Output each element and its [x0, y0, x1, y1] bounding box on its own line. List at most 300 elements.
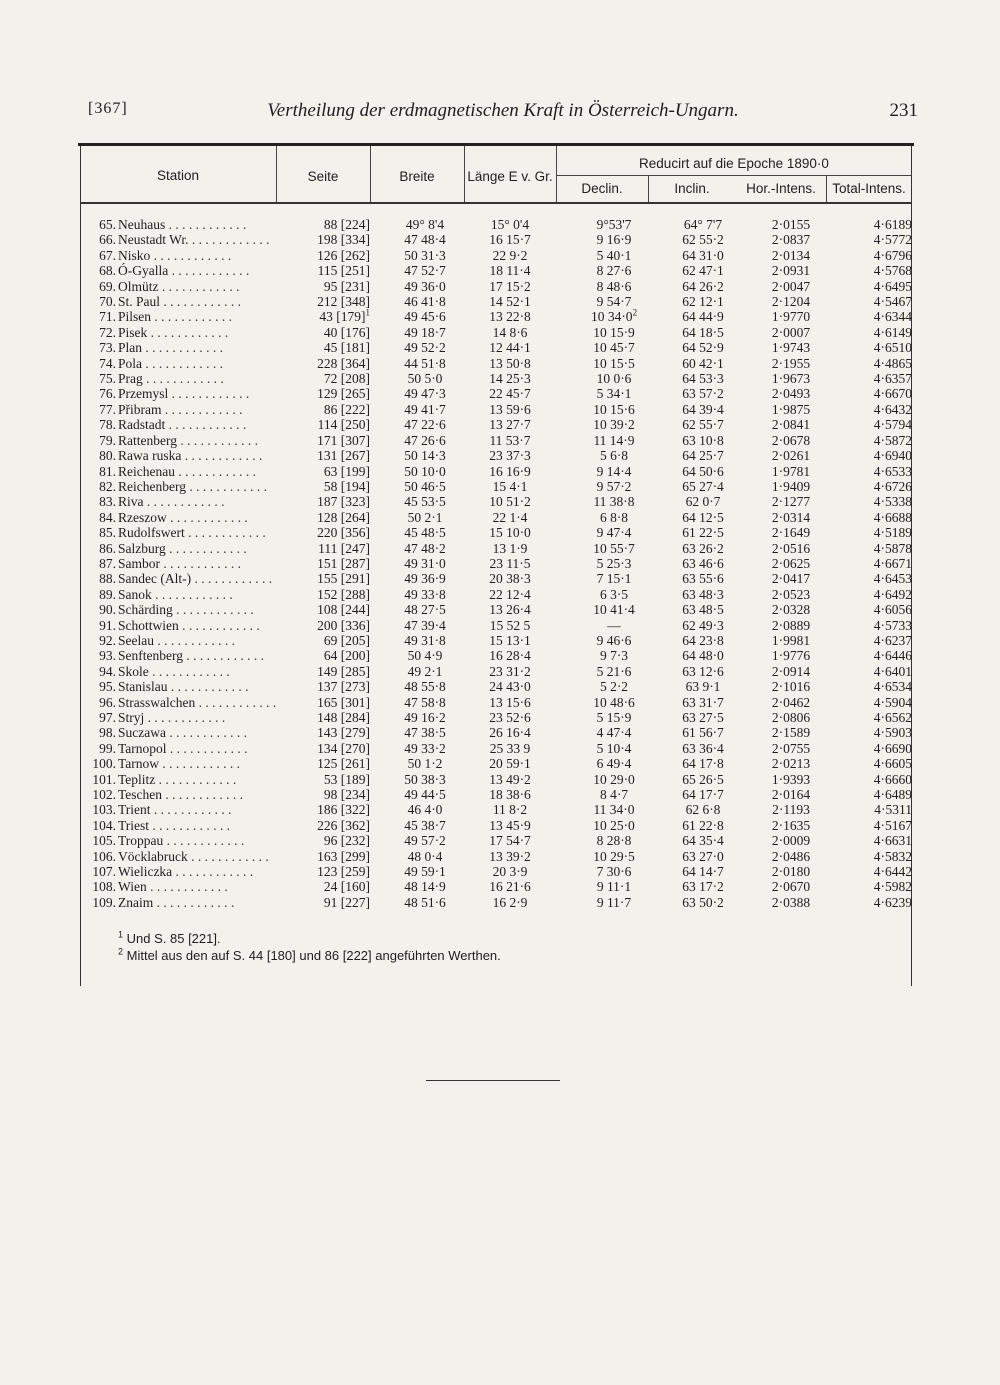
inclin-cell: 64 17·7	[682, 787, 724, 803]
breite-cell: 50 5·0	[407, 371, 443, 387]
total-intens-cell: 4·5878	[873, 540, 912, 556]
hor-intens-cell: 2·0625	[771, 555, 811, 571]
seite-cell: 98 [234]	[323, 787, 370, 803]
leader-dots: . . . . . . . . . . . .	[168, 263, 250, 279]
declin-cell: 9 47·4	[596, 525, 632, 541]
leader-dots: . . . . . . . . . . . .	[172, 864, 254, 880]
leader-dots: . . . . . . . . . . . .	[182, 648, 264, 664]
leader-dots: . . . . . . . . . . . .	[158, 278, 240, 294]
leader-dots: . . . . . . . . . . . .	[142, 371, 224, 387]
inclin-cell: 63 12·6	[682, 663, 724, 679]
breite-cell: 49 33·8	[404, 586, 446, 602]
table-row	[80, 340, 912, 355]
footnote-marker: 2	[632, 307, 638, 318]
declin-cell: 6 49·4	[596, 756, 632, 772]
hor-intens-cell: 2·0914	[771, 663, 811, 679]
station-name: Sanok . . . . . . . . . . . .	[118, 586, 233, 602]
seite-cell: 123 [259]	[317, 864, 370, 880]
seite-cell: 126 [262]	[317, 247, 370, 263]
declin-cell: 9 11·7	[596, 894, 632, 910]
hor-intens-cell: 2·0493	[771, 386, 811, 402]
station-name: Salzburg . . . . . . . . . . . .	[118, 540, 247, 556]
declin-cell: 9 11·1	[596, 879, 632, 895]
breite-cell: 50 10·0	[404, 463, 446, 479]
hor-intens-cell: 1·9673	[771, 371, 811, 387]
seite-cell: 143 [279]	[317, 725, 370, 741]
seite-cell: 69 [205]	[323, 632, 370, 648]
seite-cell: 86 [222]	[323, 401, 370, 417]
col-breite: Breite	[399, 169, 435, 184]
seite-cell: 43 $[179]^1$	[319, 307, 370, 325]
table-row	[80, 710, 912, 725]
row-number: 91.	[99, 617, 116, 633]
leader-dots: . . . . . . . . . . . .	[153, 894, 235, 910]
laenge-cell: 23 11·5	[489, 555, 531, 571]
station-name: Nisko . . . . . . . . . . . .	[118, 247, 232, 263]
row-number: 70.	[99, 294, 116, 310]
seite-cell: 200 [336]	[317, 617, 370, 633]
row-number: 102.	[92, 787, 116, 803]
declin-cell: 5 2·2	[599, 679, 629, 695]
hor-intens-cell: 2·0755	[771, 740, 811, 756]
inclin-cell: 64 26·2	[682, 278, 724, 294]
breite-cell: 47 48·4	[404, 232, 446, 248]
total-intens-cell: 4·6056	[873, 602, 912, 618]
breite-cell: 50 31·3	[404, 247, 446, 263]
total-intens-cell: 4·6344	[873, 309, 912, 325]
total-intens-cell: 4·6453	[873, 571, 912, 587]
inclin-cell: 62 49·3	[682, 617, 724, 633]
row-number: 109.	[92, 894, 116, 910]
seite-cell: 155 [291]	[317, 571, 370, 587]
table-row	[80, 664, 912, 679]
declin-cell: 5 6·8	[599, 448, 629, 464]
total-intens-cell: 4·5872	[873, 432, 912, 448]
total-intens-cell: 4·5338	[873, 494, 912, 510]
laenge-cell: 10 51·2	[489, 494, 531, 510]
station-name: Radstadt . . . . . . . . . . . .	[118, 417, 247, 433]
seite-cell: 63 [199]	[323, 463, 370, 479]
laenge-cell: 16 28·4	[489, 648, 531, 664]
inclin-cell: 63 55·6	[682, 571, 724, 587]
laenge-cell: 24 43·0	[489, 679, 531, 695]
laenge-cell: 11 8·2	[492, 802, 528, 818]
station-name: Suczawa . . . . . . . . . . . .	[118, 725, 247, 741]
inclin-cell: 63 57·2	[682, 386, 724, 402]
declin-cell: 10 25·0	[593, 817, 635, 833]
station-name: Rawa ruska . . . . . . . . . . . .	[118, 448, 263, 464]
leader-dots: . . . . . . . . . . . .	[174, 463, 256, 479]
row-number: 108.	[92, 879, 116, 895]
declin-cell: 9 16·9	[596, 232, 632, 248]
leader-dots: . . . . . . . . . . . .	[185, 478, 267, 494]
declin-cell: 10 0·6	[596, 371, 632, 387]
leader-dots: . . . . . . . . . . . .	[149, 817, 231, 833]
hor-intens-cell: 2·0009	[771, 833, 811, 849]
laenge-cell: 20 3·9	[492, 864, 528, 880]
row-number: 103.	[92, 802, 116, 818]
laenge-cell: 23 31·2	[489, 663, 531, 679]
laenge-cell: 20 59·1	[489, 756, 531, 772]
seite-cell: 96 [232]	[323, 833, 370, 849]
row-number: 94.	[99, 663, 116, 679]
station-name: Seelau . . . . . . . . . . . .	[118, 632, 235, 648]
inclin-cell: 62 47·1	[682, 263, 724, 279]
laenge-cell: 23 37·3	[489, 448, 531, 464]
laenge-cell: 22 45·7	[489, 386, 531, 402]
row-number: 75.	[99, 371, 116, 387]
breite-cell: 49 16·2	[404, 710, 446, 725]
breite-cell: 47 26·6	[404, 432, 446, 448]
breite-cell: 49 2·1	[407, 663, 443, 679]
declin-cell: 7 30·6	[596, 864, 632, 880]
col-divider	[648, 176, 649, 202]
total-intens-cell: 4·6533	[873, 463, 912, 479]
inclin-cell: 63 10·8	[682, 432, 724, 448]
hor-intens-cell: 2·1193	[772, 802, 810, 818]
table-row	[80, 433, 912, 448]
inclin-cell: 63 26·2	[682, 540, 724, 556]
total-intens-cell: 4·5772	[873, 232, 912, 248]
breite-cell: 49 47·3	[404, 386, 446, 402]
col-laenge: Länge E v. Gr.	[467, 169, 553, 184]
seite-cell: 171 [307]	[317, 432, 370, 448]
laenge-cell: 17 54·7	[489, 833, 531, 849]
total-intens-cell: 4·6401	[873, 663, 912, 679]
leader-dots: . . . . . . . . . . . .	[150, 802, 232, 818]
leader-dots: . . . . . . . . . . . .	[188, 232, 270, 248]
leader-dots: . . . . . . . . . . . .	[142, 355, 224, 371]
laenge-cell: 13 15·6	[489, 694, 531, 710]
leader-dots: . . . . . . . . . . . .	[154, 632, 235, 648]
seite-cell: 128 [264]	[317, 509, 370, 525]
inclin-cell: 63 48·3	[682, 586, 724, 602]
row-number: 88.	[99, 571, 116, 587]
col-declin: Declin.	[581, 181, 623, 196]
leader-dots: . . . . . . . . . . . .	[147, 324, 229, 340]
declin-cell: 10 15·9	[593, 324, 635, 340]
hor-intens-cell: 2·0164	[771, 787, 811, 803]
table-row	[80, 618, 912, 633]
laenge-cell: 13 50·8	[489, 355, 531, 371]
seite-cell: 212 [348]	[317, 294, 370, 310]
breite-cell: 49 41·7	[404, 401, 446, 417]
table-row	[80, 849, 912, 864]
total-intens-cell: 4·6149	[873, 324, 912, 340]
breite-cell: 49 33·2	[404, 740, 446, 756]
table-row	[80, 679, 912, 694]
seite-cell: 187 [323]	[317, 494, 370, 510]
inclin-cell: 63 50·2	[682, 894, 724, 910]
breite-cell: 49 18·7	[404, 324, 446, 340]
leader-dots: . . . . . . . . . . . .	[142, 340, 224, 356]
inclin-cell: 64° 7'7	[683, 217, 723, 232]
hor-intens-cell: 2·0806	[771, 710, 811, 725]
declin-cell: 8 48·6	[596, 278, 632, 294]
breite-cell: 45 38·7	[404, 817, 446, 833]
row-number: 99.	[99, 740, 116, 756]
row-number: 74.	[99, 355, 116, 371]
station-name: Trient . . . . . . . . . . . .	[118, 802, 232, 818]
inclin-cell: 63 27·5	[682, 710, 724, 725]
leader-dots: . . . . . . . . . . . .	[178, 617, 260, 633]
station-name: Sambor . . . . . . . . . . . .	[118, 555, 241, 571]
laenge-cell: 22 9·2	[492, 247, 528, 263]
total-intens-cell: 4·6660	[873, 771, 912, 787]
hor-intens-cell: 2·0462	[771, 694, 811, 710]
breite-cell: 47 58·8	[404, 694, 446, 710]
table-row	[80, 309, 912, 324]
seite-cell: 228 [364]	[317, 355, 370, 371]
station-name: Senftenberg . . . . . . . . . . . .	[118, 648, 264, 664]
table-row	[80, 448, 912, 463]
declin-cell: —	[607, 617, 621, 633]
station-name: Rudolfswert . . . . . . . . . . . .	[118, 525, 266, 541]
seite-cell: 198 [334]	[317, 232, 370, 248]
hor-intens-cell: 2·0388	[771, 894, 811, 910]
laenge-cell: 13 26·4	[489, 602, 531, 618]
breite-cell: 45 48·5	[404, 525, 446, 541]
hor-intens-cell: 2·0134	[771, 247, 811, 263]
total-intens-cell: 4·6446	[873, 648, 912, 664]
declin-cell: 5 40·1	[596, 247, 632, 263]
station-name: Prag . . . . . . . . . . . .	[118, 371, 224, 387]
station-name: Tarnow . . . . . . . . . . . .	[118, 756, 241, 772]
leader-dots: . . . . . . . . . . . .	[184, 525, 266, 541]
seite-cell: 95 [231]	[323, 278, 370, 294]
breite-cell: 49° 8'4	[405, 217, 445, 232]
laenge-cell: 26 16·4	[489, 725, 531, 741]
declin-cell: 10 39·2	[593, 417, 635, 433]
leader-dots: . . . . . . . . . . . .	[146, 879, 228, 895]
breite-cell: 49 36·0	[404, 278, 446, 294]
station-name: Przemysl . . . . . . . . . . . .	[118, 386, 250, 402]
total-intens-cell: 4·6495	[873, 278, 912, 294]
seite-cell: 115 [251]	[317, 263, 370, 279]
table-row	[80, 864, 912, 879]
station-name: Neuhaus . . . . . . . . . . . .	[118, 217, 247, 232]
total-intens-cell: 4·6671	[873, 555, 912, 571]
inclin-cell: 63 48·5	[682, 602, 724, 618]
total-intens-cell: 4·5733	[873, 617, 912, 633]
page-reference: [367]	[88, 100, 128, 117]
table-row	[80, 417, 912, 432]
row-number: 84.	[99, 509, 116, 525]
row-number: 69.	[99, 278, 116, 294]
table-row	[80, 725, 912, 740]
table-row	[80, 833, 912, 848]
station-name: Skole . . . . . . . . . . . .	[118, 663, 230, 679]
laenge-cell: 14 25·3	[489, 371, 531, 387]
laenge-cell: 23 52·6	[489, 710, 531, 725]
station-name: Přibram . . . . . . . . . . . .	[118, 401, 243, 417]
total-intens-cell: 4·6239	[873, 894, 912, 910]
row-number: 79.	[99, 432, 116, 448]
table-row	[80, 479, 912, 494]
hor-intens-cell: 2·0837	[771, 232, 811, 248]
station-name: Reichenberg . . . . . . . . . . . .	[118, 478, 267, 494]
laenge-cell: 13 59·6	[489, 401, 531, 417]
page-title: Vertheilung der erdmagnetischen Kraft in Österreich-Ungarn.	[267, 100, 739, 121]
inclin-cell: 64 52·9	[682, 340, 724, 356]
leader-dots: . . . . . . . . . . . .	[165, 725, 247, 741]
inclin-cell: 61 56·7	[682, 725, 724, 741]
seite-cell: 58 [194]	[323, 478, 370, 494]
footnote-1: $^1$ Und S. 85 [221].	[118, 929, 221, 946]
hor-intens-cell: 2·0889	[771, 617, 811, 633]
leader-dots: . . . . . . . . . . . .	[168, 386, 250, 402]
total-intens-cell: 4·5982	[873, 879, 912, 895]
row-number: 81.	[99, 463, 116, 479]
table-row	[80, 371, 912, 386]
row-number: 85.	[99, 525, 116, 541]
table-row	[80, 587, 912, 602]
breite-cell: 48 14·9	[404, 879, 446, 895]
declin-cell: 4 47·4	[596, 725, 632, 741]
seite-cell: 24 [160]	[323, 879, 370, 895]
total-intens-cell: 4·5904	[873, 694, 912, 710]
total-intens-cell: 4·6796	[873, 247, 912, 263]
total-intens-cell: 4·6688	[873, 509, 912, 525]
laenge-cell: 12 44·1	[489, 340, 531, 356]
breite-cell: 50 46·5	[404, 478, 446, 494]
hor-intens-cell: 2·1016	[771, 679, 811, 695]
col-group-epoch: Reducirt auf die Epoche 1890·0	[639, 156, 829, 171]
inclin-cell: 63 17·2	[682, 879, 724, 895]
table-row	[80, 571, 912, 586]
row-number: 80.	[99, 448, 116, 464]
hor-intens-cell: 1·9776	[771, 648, 811, 664]
row-number: 65.	[99, 217, 116, 232]
declin-cell: 10 15·6	[593, 401, 635, 417]
laenge-cell: 15° 0'4	[490, 217, 530, 232]
hor-intens-cell: 2·0180	[771, 864, 811, 880]
seite-cell: 125 [261]	[317, 756, 370, 772]
seite-cell: 88 [224]	[323, 217, 370, 232]
row-number: 104.	[92, 817, 116, 833]
breite-cell: 48 55·8	[404, 679, 446, 695]
station-name: Rattenberg . . . . . . . . . . . .	[118, 432, 258, 448]
hor-intens-cell: 1·9981	[771, 632, 811, 648]
station-name: Pilsen . . . . . . . . . . . .	[118, 309, 233, 325]
laenge-cell: 13 1·9	[492, 540, 528, 556]
row-number: 66.	[99, 232, 116, 248]
col-total-intens: Total-Intens.	[832, 181, 906, 196]
leader-dots: . . . . . . . . . . . .	[148, 663, 230, 679]
leader-dots: . . . . . . . . . . . .	[144, 710, 226, 725]
total-intens-cell: 4·6726	[873, 478, 912, 494]
hor-intens-cell: 2·0678	[771, 432, 811, 448]
seite-cell: 64 [200]	[323, 648, 370, 664]
station-name: Tarnopol . . . . . . . . . . . .	[118, 740, 248, 756]
seite-cell: 134 [270]	[317, 740, 370, 756]
seite-cell: 152 [288]	[317, 586, 370, 602]
table-row	[80, 787, 912, 802]
breite-cell: 47 48·2	[404, 540, 446, 556]
station-name: Riva . . . . . . . . . . . .	[118, 494, 225, 510]
station-name: Olmütz . . . . . . . . . . . .	[118, 278, 240, 294]
row-number: 77.	[99, 401, 116, 417]
hor-intens-cell: 2·0314	[771, 509, 811, 525]
laenge-cell: 13 49·2	[489, 771, 531, 787]
leader-dots: . . . . . . . . . . . .	[165, 417, 247, 433]
laenge-cell: 16 15·7	[489, 232, 531, 248]
declin-cell: 11 38·8	[593, 494, 635, 510]
inclin-cell: 62 0·7	[685, 494, 721, 510]
laenge-cell: 14 52·1	[489, 294, 531, 310]
end-rule	[426, 1080, 560, 1081]
hor-intens-cell: 2·0417	[771, 571, 811, 587]
declin-cell: 5 25·3	[596, 555, 632, 571]
total-intens-cell: 4·5467	[873, 294, 912, 310]
station-name: Strasswalchen . . . . . . . . . . . .	[118, 694, 277, 710]
table-column-header	[80, 146, 912, 202]
row-number: 96.	[99, 694, 116, 710]
seite-cell: 220 [356]	[317, 525, 370, 541]
laenge-cell: 20 38·3	[489, 571, 531, 587]
inclin-cell: 63 31·7	[682, 694, 724, 710]
table-row	[80, 217, 912, 232]
inclin-cell: 60 42·1	[682, 355, 724, 371]
laenge-cell: 18 38·6	[489, 787, 531, 803]
total-intens-cell: 4·6432	[873, 401, 912, 417]
laenge-cell: 17 15·2	[489, 278, 531, 294]
declin-cell: 7 15·1	[596, 571, 632, 587]
inclin-cell: 62 6·8	[685, 802, 721, 818]
leader-dots: . . . . . . . . . . . .	[165, 540, 247, 556]
breite-cell: 49 52·2	[404, 340, 446, 356]
table-body	[80, 217, 912, 910]
inclin-cell: 64 23·8	[682, 632, 724, 648]
hor-intens-cell: 2·0523	[771, 586, 811, 602]
hor-intens-cell: 1·9409	[771, 478, 811, 494]
laenge-cell: 16 16·9	[489, 463, 531, 479]
station-name: Stryj . . . . . . . . . . . .	[118, 710, 226, 725]
declin-cell: 11 14·9	[593, 432, 635, 448]
declin-cell: 10 45·7	[593, 340, 635, 356]
seite-cell: 45 [181]	[323, 340, 370, 356]
laenge-cell: 13 45·9	[489, 817, 531, 833]
table-row	[80, 525, 912, 540]
breite-cell: 50 38·3	[404, 771, 446, 787]
hor-intens-cell: 2·0261	[771, 448, 811, 464]
row-number: 98.	[99, 725, 116, 741]
breite-cell: 49 31·8	[404, 632, 446, 648]
table-row	[80, 556, 912, 571]
col-divider	[826, 176, 827, 202]
row-number: 67.	[99, 247, 116, 263]
total-intens-cell: 4·6534	[873, 679, 912, 695]
seite-cell: 186 [322]	[317, 802, 370, 818]
station-name: Wieliczka . . . . . . . . . . . .	[118, 864, 254, 880]
header-bottom-rule	[80, 202, 912, 204]
row-number: 86.	[99, 540, 116, 556]
breite-cell: 48 51·6	[404, 894, 446, 910]
total-intens-cell: 4·5794	[873, 417, 912, 433]
declin-cell: 5 15·9	[596, 710, 632, 725]
station-name: Stanislau . . . . . . . . . . . .	[118, 679, 249, 695]
row-number: 95.	[99, 679, 116, 695]
declin-cell: 10 $34\cdot 0^2$	[590, 307, 638, 325]
total-intens-cell: 4·6357	[873, 371, 912, 387]
declin-cell: 8 4·7	[599, 787, 629, 803]
table-row	[80, 756, 912, 771]
row-number: 92.	[99, 632, 116, 648]
inclin-cell: 64 35·4	[682, 833, 724, 849]
seite-cell: 108 [244]	[317, 602, 370, 618]
total-intens-cell: 4·6510	[873, 340, 912, 356]
leader-dots: . . . . . . . . . . . .	[195, 694, 277, 710]
